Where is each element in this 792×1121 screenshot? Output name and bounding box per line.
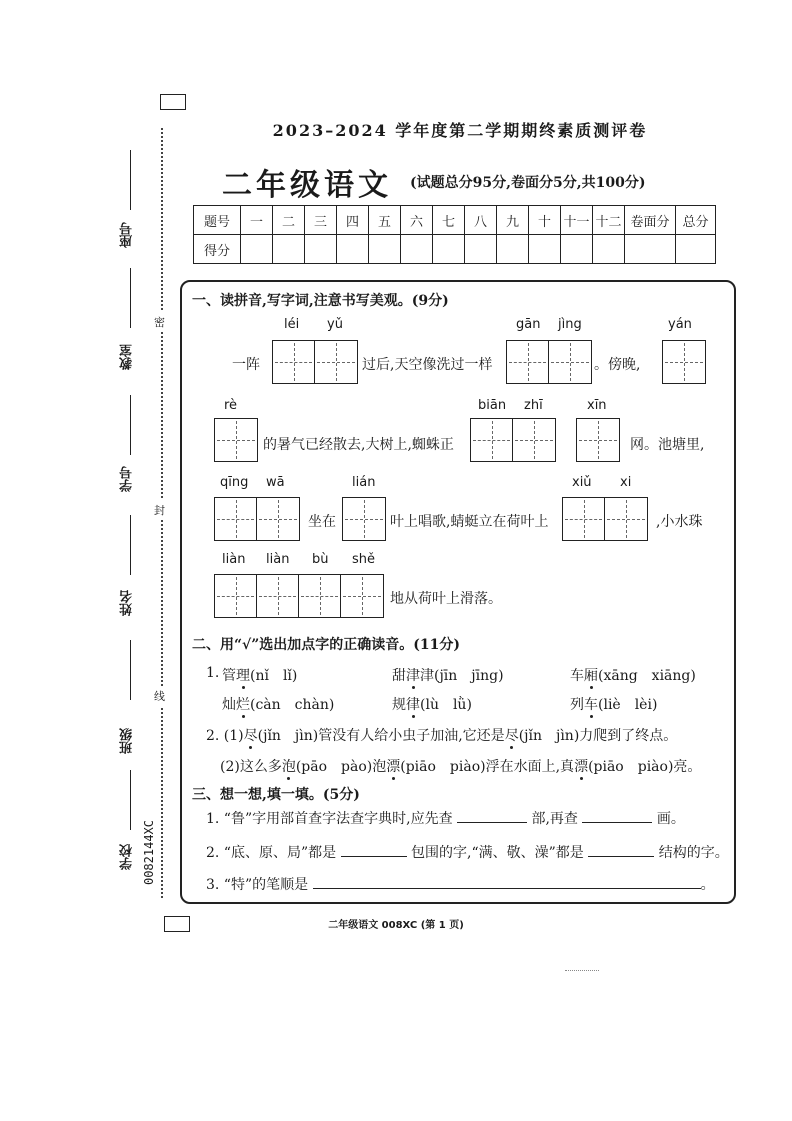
s2-item-canlan: 灿烂(càn chàn) [222,697,335,713]
label-classroom: 教室 [120,344,135,370]
s2-item-tianjinjin: 甜津津(jīn jīng) [392,668,504,684]
score-header-cell: 十二 [593,206,625,235]
score-header-cell: 四 [337,206,369,235]
writing-grid-bianzhi[interactable] [470,418,556,462]
score-header-cell: 九 [497,206,529,235]
score-cell[interactable] [529,235,561,264]
s2-item-lieche: 列车(liè lèi) [570,697,658,713]
pinyin-lian2: liàn [266,552,290,567]
score-header-cell: 卷面分 [625,206,676,235]
s3-q2-blank-structure[interactable] [588,842,654,857]
s2-q1-number: 1. [206,665,220,681]
score-cell[interactable] [561,235,593,264]
score-cell[interactable] [433,235,465,264]
pinyin-wa: wā [266,475,285,490]
pinyin-zhi: zhī [524,398,543,413]
binding-line-1 [130,150,131,210]
section2-title: 二、用“√”选出加点字的正确读音。(11分) [192,637,461,653]
subject-title: 二年级语文 [222,168,392,203]
binding-line-2 [130,268,131,328]
s1-text-shuqi: 的暑气已经散去,大树上,蜘蛛正 [263,437,454,453]
scan-artifact-dash [565,970,599,971]
score-header-cell: 十 [529,206,561,235]
binding-line-5 [130,640,131,700]
score-cell[interactable] [465,235,497,264]
section3-title: 三、想一想,填一填。(5分) [192,787,360,803]
s1-text-wang: 网。池塘里, [630,437,705,453]
score-note: (试题总分95分,卷面分5分,共100分) [410,175,646,191]
registration-mark-top [160,94,186,110]
pinyin-lei: léi [284,317,300,332]
s2-item-guilv: 规律(lù lǜ) [392,697,472,713]
s1-text-zuozai: 坐在 [308,514,336,530]
writing-grid-leiyu[interactable] [272,340,358,384]
pinyin-jing: jìng [558,317,582,332]
s1-text-bangwan: 。傍晚, [594,357,641,373]
score-header-cell: 总分 [676,206,716,235]
serial-number: 0082144XC [142,820,156,886]
label-class: 班级 [120,728,135,754]
writing-grid-xiuxi[interactable] [562,497,648,541]
score-header-cell: 十一 [561,206,593,235]
score-cell[interactable] [337,235,369,264]
label-seat-number: 座号 [120,222,135,248]
seal-mark-xian: 线 [154,686,165,706]
pinyin-bu: bù [312,552,329,567]
score-table [193,205,716,264]
s3-q3: 3. “特”的笔顺是 。 [206,874,715,894]
exam-title: 2023–2024 学年度第二学期期终素质测评卷 [272,121,648,140]
pinyin-re: rè [224,398,238,413]
writing-grid-ganjing[interactable] [506,340,592,384]
score-header-cell: 五 [369,206,401,235]
page-footer: 二年级语文 008XC (第 1 页) [328,920,464,931]
s2-item-guanli: 管理(nǐ lǐ) [222,668,298,684]
score-cell[interactable] [676,235,716,264]
score-header-cell: 题号 [194,206,241,235]
s2-q2-line1: 2. (1)尽(jǐn jìn)管没有人给小虫子加油,它还是尽(jǐn jìn)力爬到了终点。 [206,728,678,744]
s1-text-yizhen: 一阵 [232,357,260,373]
score-cell[interactable] [273,235,305,264]
s3-q1: 1. “鲁”字用部首查字法查字典时,应先查 部,再查 画。 [206,808,685,828]
writing-grid-re[interactable] [214,418,258,462]
pinyin-xin: xīn [587,398,607,413]
score-cell[interactable] [369,235,401,264]
s2-q2-line2: (2)这么多泡(pāo pào)泡漂(piāo piào)浮在水面上,真漂(piāo piào)亮。 [220,759,702,775]
s1-text-yeshang: 叶上唱歌,蜻蜓立在荷叶上 [390,514,549,530]
score-table-score-row [194,235,716,264]
label-name: 姓名 [120,590,135,616]
score-header-cell: 二 [273,206,305,235]
s3-q3-blank-stroke-order[interactable] [313,874,701,889]
score-header-cell: 八 [465,206,497,235]
score-row-label: 得分 [194,235,241,264]
score-header-cell: 三 [305,206,337,235]
label-school: 学校 [120,844,135,870]
s1-text-xiaoshuizhu: ,小水珠 [656,514,703,530]
binding-line-3 [130,395,131,455]
pinyin-xi: xi [620,475,632,490]
score-header-cell: 七 [433,206,465,235]
score-cell[interactable] [241,235,273,264]
section1-title: 一、读拼音,写字词,注意书写美观。(9分) [192,293,449,309]
s3-q2-blank-enclosure[interactable] [341,842,407,857]
pinyin-yan: yán [668,317,692,332]
binding-line-4 [130,515,131,575]
score-cell[interactable] [593,235,625,264]
writing-grid-qingwa[interactable] [214,497,300,541]
s3-q2: 2. “底、原、局”都是 包围的字,“满、敬、澡”都是 结构的字。 [206,842,729,862]
writing-grid-lian[interactable] [342,497,386,541]
s3-q1-blank-strokes[interactable] [582,808,652,823]
pinyin-xiu: xiǔ [572,475,592,490]
pinyin-qing: qīng [220,475,249,490]
s3-q1-blank-radical[interactable] [457,808,527,823]
writing-grid-xin[interactable] [576,418,620,462]
label-student-id: 学号 [120,466,135,492]
pinyin-she: shě [352,552,376,567]
score-cell[interactable] [401,235,433,264]
s1-text-huaoluo: 地从荷叶上滑落。 [390,591,502,607]
pinyin-bian: biān [478,398,507,413]
binding-line-6 [130,770,131,830]
seal-mark-mi: 密 [154,312,165,332]
s1-text-guohou: 过后,天空像洗过一样 [362,357,493,373]
writing-grid-lianlianbushe[interactable] [214,574,384,618]
score-cell[interactable] [497,235,529,264]
score-header-cell: 六 [401,206,433,235]
seal-mark-feng: 封 [154,500,165,520]
pinyin-lian1: liàn [222,552,246,567]
score-header-cell: 一 [241,206,273,235]
pinyin-gan: gān [516,317,541,332]
pinyin-yu: yǔ [327,317,343,332]
score-table-header-row [194,206,716,235]
score-cell[interactable] [305,235,337,264]
pinyin-lian: lián [352,475,376,490]
s2-item-chexiang: 车厢(xāng xiāng) [570,668,696,684]
score-cell[interactable] [625,235,676,264]
writing-grid-yan[interactable] [662,340,706,384]
